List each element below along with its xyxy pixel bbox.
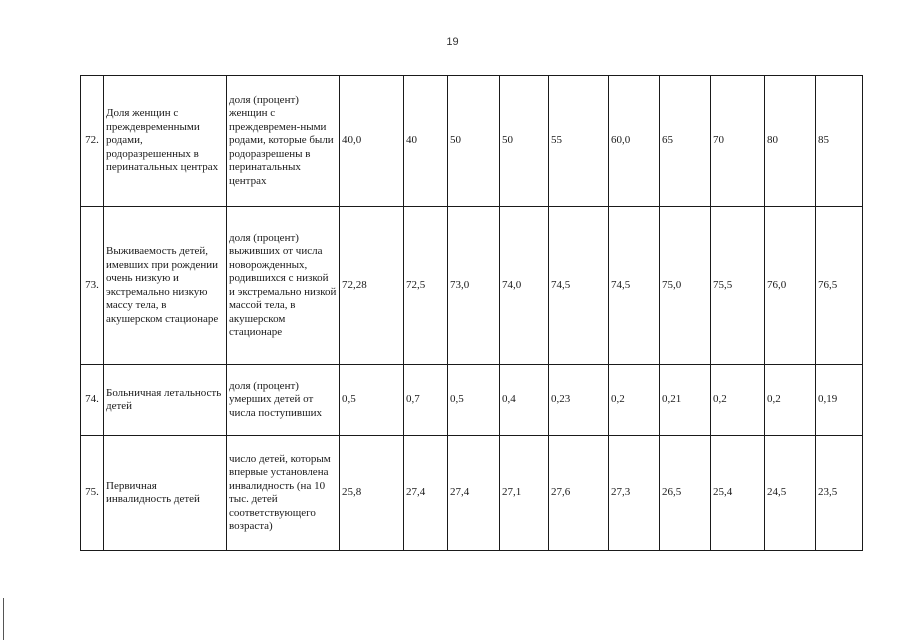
unit-description: число детей, которым впервые установлена инвалидность (на 10 тыс. детей соответствующего возраста)	[227, 436, 340, 551]
indicator-name: Доля женщин с преждевременными родами, родоразрешенных в перинатальных центрах	[104, 76, 227, 207]
value-cell: 0,4	[500, 365, 549, 436]
value-cell: 60,0	[609, 76, 660, 207]
value-cell: 40,0	[340, 76, 404, 207]
unit-description: доля (процент) женщин с преждевремен-ными родами, которые были родоразрешены в перинатальных центрах	[227, 76, 340, 207]
value-cell: 72,5	[404, 207, 448, 365]
value-cell: 23,5	[816, 436, 863, 551]
value-cell: 65	[660, 76, 711, 207]
value-cell: 0,2	[711, 365, 765, 436]
value-cell: 76,0	[765, 207, 816, 365]
value-cell: 0,5	[340, 365, 404, 436]
value-cell: 0,19	[816, 365, 863, 436]
value-cell: 27,1	[500, 436, 549, 551]
value-cell: 27,4	[448, 436, 500, 551]
table-row	[81, 76, 863, 207]
table-row	[81, 436, 863, 551]
value-cell: 72,28	[340, 207, 404, 365]
value-cell: 70	[711, 76, 765, 207]
row-number: 75.	[81, 436, 104, 551]
row-number: 74.	[81, 365, 104, 436]
value-cell: 25,8	[340, 436, 404, 551]
value-cell: 73,0	[448, 207, 500, 365]
value-cell: 26,5	[660, 436, 711, 551]
value-cell: 0,23	[549, 365, 609, 436]
table-row	[81, 207, 863, 365]
row-number: 73.	[81, 207, 104, 365]
indicator-name: Больничная летальность детей	[104, 365, 227, 436]
value-cell: 27,3	[609, 436, 660, 551]
value-cell: 76,5	[816, 207, 863, 365]
unit-description: доля (процент) умерших детей от числа поступивших	[227, 365, 340, 436]
value-cell: 27,6	[549, 436, 609, 551]
row-number: 72.	[81, 76, 104, 207]
value-cell: 0,21	[660, 365, 711, 436]
value-cell: 74,5	[609, 207, 660, 365]
indicator-name: Выживаемость детей, имевших при рождении очень низкую и экстремально низкую массу тела, в акушерском стационаре	[104, 207, 227, 365]
value-cell: 0,2	[609, 365, 660, 436]
value-cell: 24,5	[765, 436, 816, 551]
value-cell: 0,2	[765, 365, 816, 436]
value-cell: 75,0	[660, 207, 711, 365]
value-cell: 75,5	[711, 207, 765, 365]
scan-edge-mark	[3, 598, 4, 640]
indicators-table	[80, 75, 863, 551]
value-cell: 85	[816, 76, 863, 207]
value-cell: 55	[549, 76, 609, 207]
value-cell: 27,4	[404, 436, 448, 551]
value-cell: 50	[448, 76, 500, 207]
indicator-name: Первичная инвалидность детей	[104, 436, 227, 551]
value-cell: 0,5	[448, 365, 500, 436]
value-cell: 74,5	[549, 207, 609, 365]
value-cell: 50	[500, 76, 549, 207]
value-cell: 0,7	[404, 365, 448, 436]
page-number: 19	[446, 36, 459, 48]
value-cell: 80	[765, 76, 816, 207]
value-cell: 40	[404, 76, 448, 207]
value-cell: 25,4	[711, 436, 765, 551]
unit-description: доля (процент) выживших от числа новорожденных, родившихся с низкой и экстремально низкой массой тела, в акушерском стационаре	[227, 207, 340, 365]
table-row	[81, 365, 863, 436]
value-cell: 74,0	[500, 207, 549, 365]
